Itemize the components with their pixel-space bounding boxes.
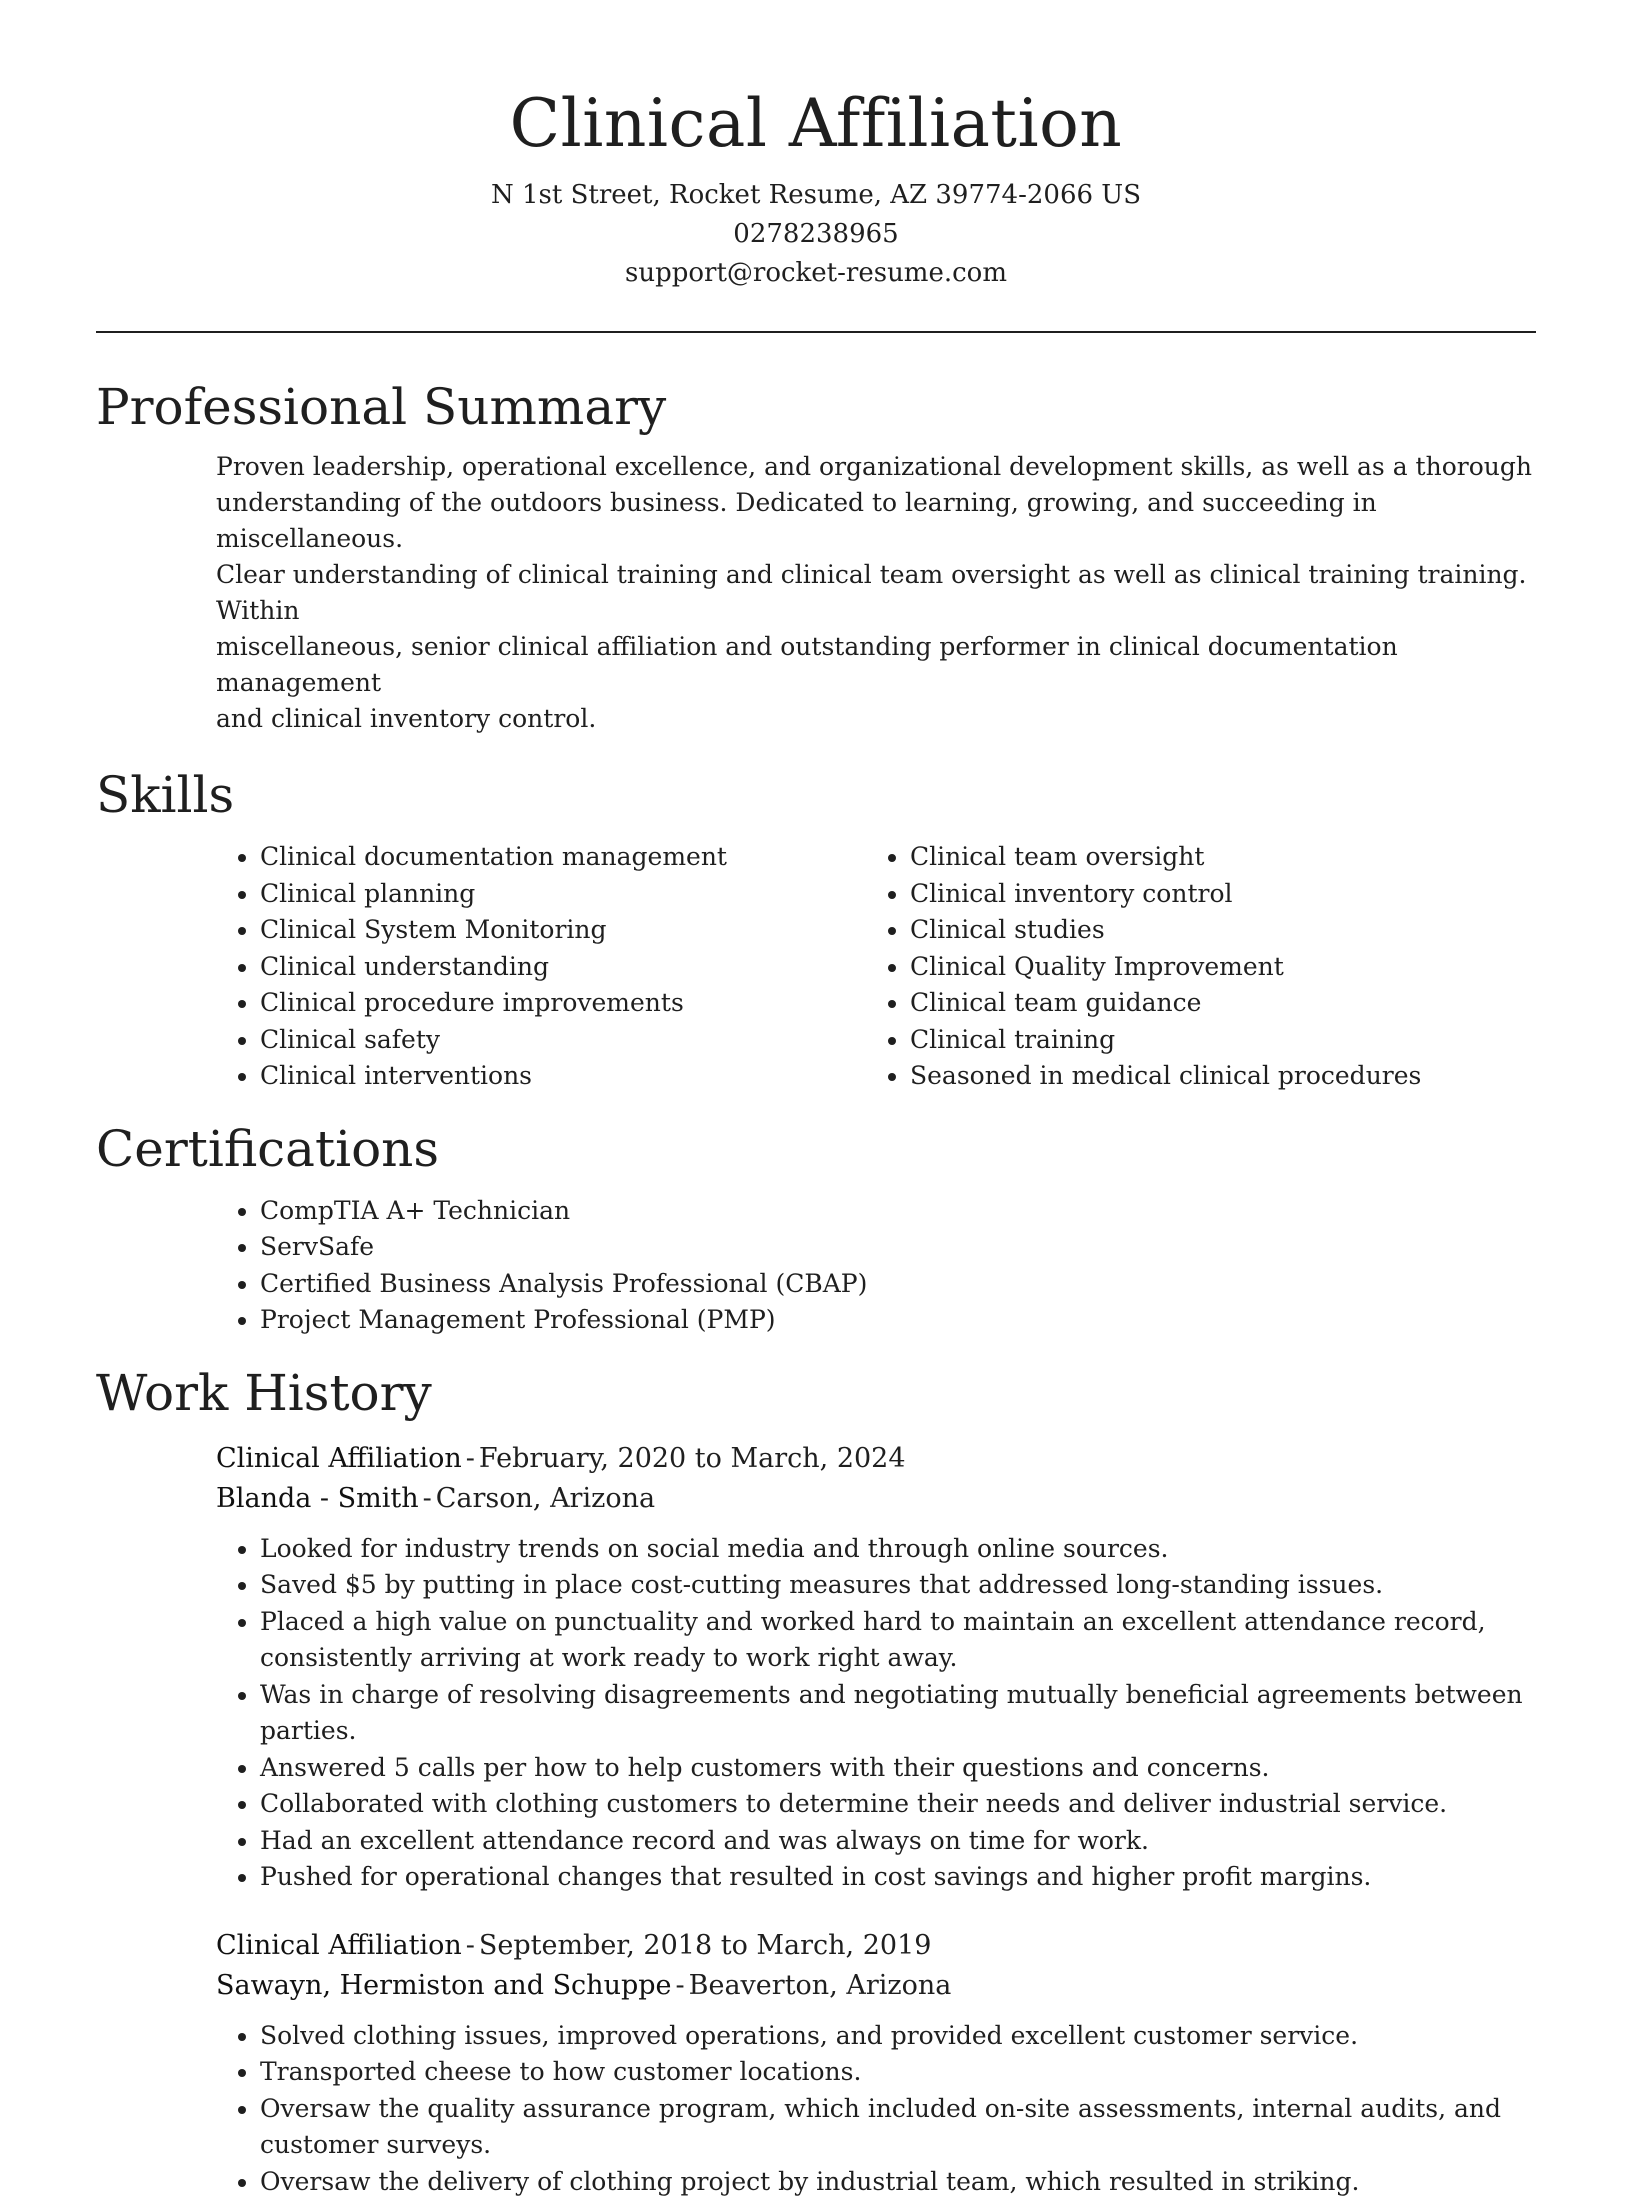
- skill-item: • Clinical studies: [910, 912, 1516, 949]
- resume-header: [96, 0, 1536, 293]
- job-company: Sawayn, Hermiston and Schuppe: [216, 1970, 672, 2001]
- job-dates: September, 2018 to March, 2019: [479, 1930, 932, 1961]
- job-bullet: • Saved $5 by putting in place cost-cutting measures that addressed long-standing issues.: [260, 1567, 1536, 1604]
- job-title-line: [216, 1439, 1536, 1479]
- separator: -: [419, 1483, 436, 1514]
- certification-item: • Certified Business Analysis Professional (CBAP): [260, 1266, 1536, 1303]
- skill-item: • Seasoned in medical clinical procedures: [910, 1058, 1516, 1095]
- phone: 0278238965: [96, 215, 1536, 254]
- job-company: Blanda - Smith: [216, 1483, 419, 1514]
- resume-page: [96, 0, 1536, 2200]
- summary-line: and clinical inventory control.: [216, 701, 1536, 737]
- certifications-section: [96, 1117, 1536, 1339]
- contact-block: [96, 176, 1536, 293]
- certification-item: • Project Management Professional (PMP): [260, 1302, 1536, 1339]
- summary-line: Proven leadership, operational excellence, and organizational development skills, as well as a thorough: [216, 449, 1536, 485]
- job-bullet: • Collaborated with clothing customers to determine their needs and deliver industrial service.: [260, 1786, 1536, 1823]
- summary-section: [96, 375, 1536, 737]
- header-divider: [96, 331, 1536, 333]
- job-bullets: [216, 2018, 1536, 2200]
- skill-item: • Clinical training: [910, 1022, 1516, 1059]
- job-bullet: • Transported cheese to how customer locations.: [260, 2054, 1536, 2091]
- job-bullets: [216, 1531, 1536, 1896]
- section-title-certifications: Certifications: [96, 1117, 1536, 1181]
- job-bullet: • Looked for industry trends on social media and through online sources.: [260, 1531, 1536, 1568]
- skill-item: • Clinical team guidance: [910, 985, 1516, 1022]
- separator: -: [672, 1970, 689, 2001]
- skill-item: • Clinical System Monitoring: [260, 912, 866, 949]
- email: support@rocket-resume.com: [96, 254, 1536, 293]
- job-bullet: • Was in charge of resolving disagreements and negotiating mutually beneficial agreements between parties.: [260, 1677, 1536, 1750]
- skill-item: • Clinical procedure improvements: [260, 985, 866, 1022]
- job-position: Clinical Affiliation: [216, 1443, 462, 1474]
- job-entry: [216, 1926, 1536, 2200]
- job-bullet: • Oversaw the delivery of clothing project by industrial team, which resulted in striking.: [260, 2164, 1536, 2200]
- job-bullet: • Pushed for operational changes that resulted in cost savings and higher profit margins.: [260, 1859, 1536, 1896]
- skills-section: [96, 763, 1536, 1095]
- candidate-name: Clinical Affiliation: [96, 84, 1536, 164]
- summary-line: understanding of the outdoors business. Dedicated to learning, growing, and succeeding in miscellaneous.: [216, 485, 1536, 557]
- skill-item: • Clinical documentation management: [260, 839, 866, 876]
- address: N 1st Street, Rocket Resume, AZ 39774-2066 US: [96, 176, 1536, 215]
- job-position: Clinical Affiliation: [216, 1930, 462, 1961]
- skill-item: • Clinical interventions: [260, 1058, 866, 1095]
- separator: -: [462, 1443, 479, 1474]
- job-company-line: [216, 1479, 1536, 1519]
- section-title-summary: Professional Summary: [96, 375, 1536, 439]
- summary-line: Clear understanding of clinical training and clinical team oversight as well as clinical training training. Within: [216, 557, 1536, 629]
- certification-item: • ServSafe: [260, 1229, 1536, 1266]
- skill-item: • Clinical team oversight: [910, 839, 1516, 876]
- certifications-list: [216, 1193, 1536, 1339]
- summary-line: miscellaneous, senior clinical affiliation and outstanding performer in clinical documentation management: [216, 629, 1536, 701]
- skill-item: • Clinical Quality Improvement: [910, 949, 1516, 986]
- skills-column-right: [866, 839, 1516, 1095]
- job-bullet: • Oversaw the quality assurance program, which included on-site assessments, internal audits, and customer surveys.: [260, 2091, 1536, 2164]
- job-bullet: • Answered 5 calls per how to help customers with their questions and concerns.: [260, 1750, 1536, 1787]
- section-title-work-history: Work History: [96, 1361, 1536, 1425]
- job-title-line: [216, 1926, 1536, 1966]
- job-location: Beaverton, Arizona: [689, 1970, 952, 2001]
- skills-grid: [216, 839, 1536, 1095]
- skill-item: • Clinical understanding: [260, 949, 866, 986]
- job-dates: February, 2020 to March, 2024: [479, 1443, 906, 1474]
- job-bullet: • Solved clothing issues, improved operations, and provided excellent customer service.: [260, 2018, 1536, 2055]
- job-bullet: • Placed a high value on punctuality and worked hard to maintain an excellent attendance record, consistently arriving at work ready to work right away.: [260, 1604, 1536, 1677]
- certification-item: • CompTIA A+ Technician: [260, 1193, 1536, 1230]
- summary-text: [216, 449, 1536, 737]
- skill-item: • Clinical planning: [260, 876, 866, 913]
- skill-item: • Clinical inventory control: [910, 876, 1516, 913]
- job-company-line: [216, 1966, 1536, 2006]
- work-history-section: [96, 1361, 1536, 2200]
- job-location: Carson, Arizona: [436, 1483, 655, 1514]
- section-title-skills: Skills: [96, 763, 1536, 827]
- job-entry: [216, 1439, 1536, 1896]
- job-bullet: • Had an excellent attendance record and was always on time for work.: [260, 1823, 1536, 1860]
- skills-column-left: [216, 839, 866, 1095]
- skill-item: • Clinical safety: [260, 1022, 866, 1059]
- separator: -: [462, 1930, 479, 1961]
